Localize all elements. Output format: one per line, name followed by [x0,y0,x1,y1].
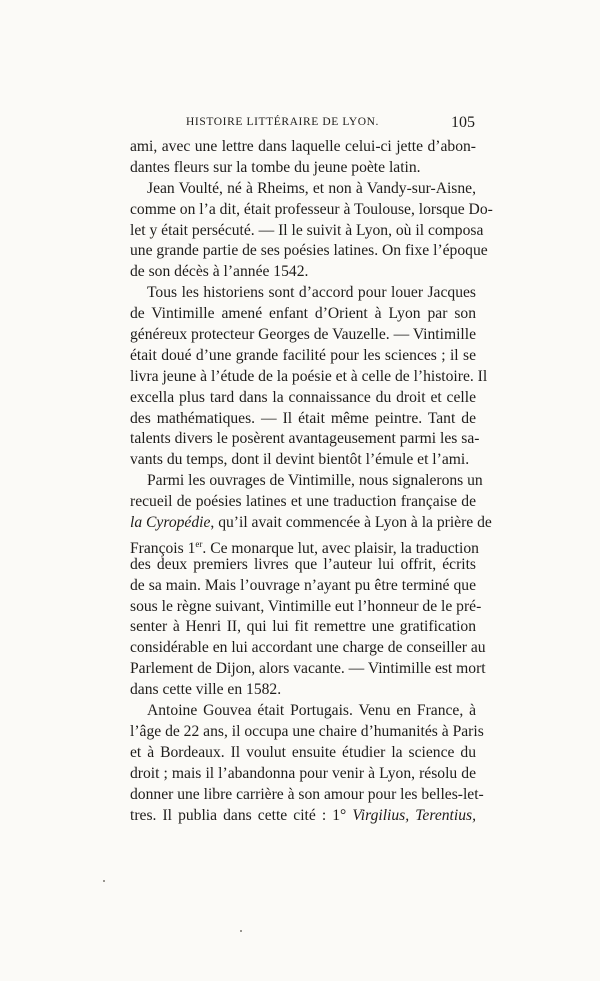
text-line: Parmi les ouvrages de Vintimille, nous signalerons un [147,472,483,490]
text-line: de son décès à l’année 1542. [130,263,309,281]
text-line: vants du temps, dont il devint bientôt l’émule et l’ami. [130,451,470,469]
text-line: livra jeune à l’étude de la poésie et à celle de l’histoire. Il [130,367,488,385]
text-line: de Vintimille amené enfant d’Orient à Lyon par son [130,305,476,323]
text-line: let y était persécuté. — Il le suivit à Lyon, où il composa [130,221,484,239]
paper-speck [103,880,105,882]
text-line: talents divers le posèrent avantageusement parmi les sa- [130,430,480,448]
paper-speck [240,930,242,932]
page-header [0,114,600,134]
text-line: Tous les historiens sont d’accord pour louer Jacques [147,284,476,302]
text-line: excella plus tard dans la connaissance du droit et celle [130,388,476,406]
text-line: Parlement de Dijon, alors vacante. — Vintimille est mort [130,660,486,678]
text-line: des mathématiques. — Il était même peintre. Tant de [130,409,476,427]
text-line: droit ; mais il l’abandonna pour venir à Lyon, résolu de [130,764,476,782]
text-line: dans cette ville en 1582. [130,681,282,699]
page-number: 105 [451,114,475,131]
text-line: Jean Voulté, né à Rheims, et non à Vandy-sur-Aisne, [147,179,476,197]
text-line: des deux premiers livres que l’auteur lui offrit, écrits [130,555,476,573]
text-line: recueil de poésies latines et une traduction française de [130,493,476,511]
text-line: senter à Henri II, qui lui fit remettre une gratification [130,618,476,636]
text-line: considérable en lui accordant une charge de conseiller au [130,639,486,657]
text-line: tres. Il publia dans cette cité : 1° Virgilius, Terentius, [130,806,476,824]
text-line: était doué d’une grande facilité pour les sciences ; il se [130,346,476,364]
text-line: une grande partie de ses poésies latines. On fixe l’époque [130,242,488,260]
text-line: l’âge de 22 ans, il occupa une chaire d’humanités à Paris [130,722,484,740]
text-line: de sa main. Mais l’ouvrage n’ayant pu être terminé que [130,576,476,594]
running-title: HISTOIRE LITTÉRAIRE DE LYON. [186,116,380,128]
text-line: François 1er. Ce monarque lut, avec plaisir, la traduction [130,538,479,558]
text-line: comme on l’a dit, était professeur à Toulouse, lorsque Do- [130,200,493,218]
text-line: ami, avec une lettre dans laquelle celui-ci jette d’abon- [130,138,476,155]
text-line: la Cyropédie, qu’il avait commencée à Lyon à la prière de [130,514,492,532]
text-line: généreux protecteur Georges de Vauzelle. — Vintimille [130,326,476,344]
text-line: sous le règne suivant, Vintimille eut l’honneur de le pré- [130,597,482,615]
body-text [130,137,493,826]
text-line: et à Bordeaux. Il voulut ensuite étudier la science du [130,743,476,761]
text-line: donner une libre carrière à son amour pour les belles-let- [130,785,484,803]
text-line: Antoine Gouvea était Portugais. Venu en France, à [147,702,476,720]
text-line: dantes fleurs sur la tombe du jeune poète latin. [130,158,421,176]
